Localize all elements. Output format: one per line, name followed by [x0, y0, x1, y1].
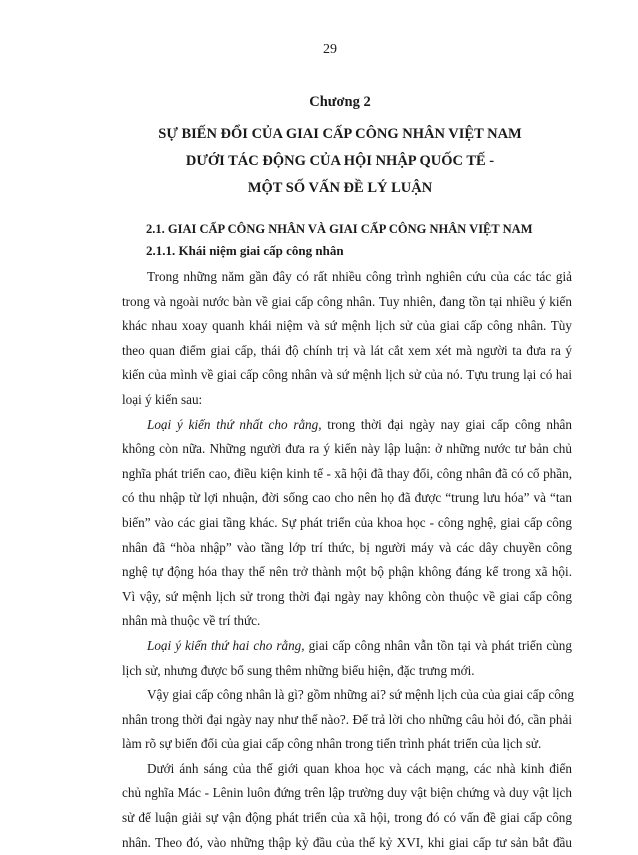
paragraph-4	[122, 683, 572, 757]
paragraph-1	[122, 265, 572, 413]
paragraph-line: Trong những năm gần đây có rất nhiều công trình nghiên cứu của các tác giả	[147, 269, 572, 284]
paragraph-first-line	[122, 413, 572, 438]
paragraph-line-rest: trong thời đại ngày nay giai cấp công nhân	[321, 416, 572, 432]
paragraph-line: nhân mà thuộc về trí thức.	[122, 613, 261, 629]
paragraph-2	[122, 413, 572, 634]
opinion-two-label: Loại ý kiến thứ hai cho rằng,	[147, 637, 305, 653]
paragraph-line-rest: giai cấp công nhân vẫn tồn tại và phát triển cùng	[304, 637, 572, 653]
paragraph-5	[122, 757, 572, 855]
chapter-title-line-1: SỰ BIẾN ĐỔI CỦA GIAI CẤP CÔNG NHÂN VIỆT NAM	[158, 126, 522, 142]
chapter-title-line-2: DƯỚI TÁC ĐỘNG CỦA HỘI NHẬP QUỐC TẾ -	[185, 153, 495, 169]
paragraph-line: Vì vậy, sứ mệnh lịch sử trong thời đại ngày nay không còn thuộc về giai cấp công	[122, 588, 572, 604]
paragraph-line: làm rõ sự biến đổi của giai cấp công nhân trong tiến trình phát triển của lịch sử.	[122, 736, 542, 752]
paragraph-line: chủ nghĩa Mác - Lênin luôn đứng trên lập trường duy vật biện chứng và duy vật lịch	[122, 785, 572, 801]
paragraph-line: sử để luận giải sự vận động phát triển của xã hội, trong đó có vấn đề giai cấp công	[122, 810, 572, 826]
paragraph-line: không còn nữa. Những người đưa ra ý kiến này lập luận: ở những nước tư bản chủ	[122, 441, 572, 457]
paragraph-line: nhân. Theo đó, vào những thập kỷ đầu của thế kỷ XVI, khi giai cấp tư sản bắt đầu	[122, 834, 572, 850]
paragraph-line: Vậy giai cấp công nhân là gì? gồm những ai? sứ mệnh lịch của của giai cấp công	[147, 687, 574, 703]
chapter-title	[122, 121, 572, 202]
paragraph-3	[122, 634, 572, 683]
paragraph-line: nghệ tự động hóa thay thế nên trở thành một bộ phận không đáng kể trong xã hội.	[122, 564, 572, 580]
paragraph-line: nghĩa phát triển cao, điều kiện kinh tế - xã hội đã thay đổi, công nhân đã có cổ phần,	[122, 465, 572, 481]
page-number: 29	[323, 42, 337, 57]
section-heading: 2.1. GIAI CẤP CÔNG NHÂN VÀ GIAI CẤP CÔNG NHÂN VIỆT NAM	[146, 222, 533, 236]
chapter-title-line-3: MỘT SỐ VẤN ĐỀ LÝ LUẬN	[247, 180, 433, 196]
opinion-one-label: Loại ý kiến thứ nhất cho rằng,	[147, 416, 322, 432]
paragraph-line: theo quan điểm giai cấp, thái độ chính trị và lát cắt xem xét mà người ta đưa ra ý	[122, 342, 572, 358]
paragraph-line: Dưới ánh sáng của thế giới quan khoa học và cách mạng, các nhà kinh điển	[147, 760, 572, 776]
paragraph-line: nhân trong thời đại ngày nay như thế nào?. Để trả lời cho những câu hỏi đó, cần phải	[122, 711, 572, 727]
paragraph-line: kiến của mình về giai cấp công nhân và sứ mệnh lịch sử của nó. Tựu trung lại có hai	[122, 367, 572, 383]
chapter-label: Chương 2	[309, 94, 371, 110]
paragraph-first-line	[122, 634, 572, 659]
paragraph-line: khác nhau xoay quanh khái niệm và sứ mệnh lịch sử của giai cấp công nhân. Tùy	[122, 318, 572, 334]
paragraph-line: loại ý kiến sau:	[122, 391, 203, 407]
paragraph-line: lịch sử, nhưng được bổ sung thêm những biểu hiện, đặc trưng mới.	[122, 662, 475, 678]
paragraph-line: có thu nhập từ lợi nhuận, đời sống cao cho nên họ đã được “trung lưu hóa” và “tan	[122, 490, 572, 506]
paragraph-line: biến” vào các giai tầng khác. Sự phát triển của khoa học - công nghệ, giai cấp công	[122, 514, 572, 530]
paragraph-line: nhân đã “hòa nhập” vào tầng lớp trí thức, bị người máy và các dây chuyền công	[122, 539, 572, 555]
subsection-heading: 2.1.1. Khái niệm giai cấp công nhân	[146, 243, 344, 258]
paragraph-line: trong và ngoài nước bàn về giai cấp công nhân. Tuy nhiên, đang tồn tại nhiều ý kiến	[122, 293, 572, 309]
